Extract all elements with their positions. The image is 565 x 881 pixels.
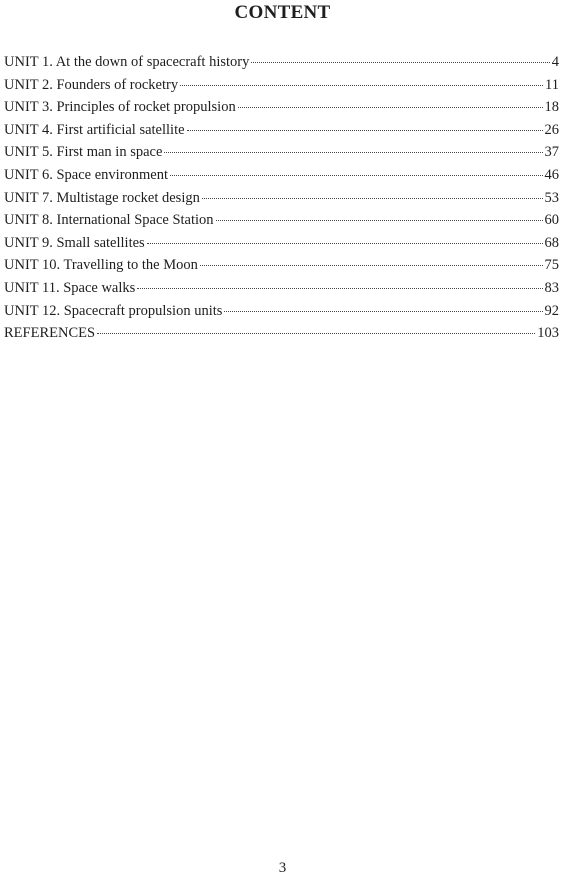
toc-entry[interactable] [4, 187, 559, 210]
toc-entry-page: 83 [544, 279, 559, 296]
toc-entry[interactable] [4, 209, 559, 232]
toc-entry[interactable] [4, 322, 559, 345]
toc-entry[interactable] [4, 96, 559, 119]
table-of-contents [4, 51, 559, 345]
dot-leader [147, 242, 543, 244]
dot-leader [200, 264, 543, 266]
toc-entry-title: UNIT 6. Space environment [4, 166, 169, 183]
dot-leader [202, 197, 543, 199]
toc-entry[interactable] [4, 254, 559, 277]
toc-entry-title: UNIT 8. International Space Station [4, 212, 214, 229]
page-title: CONTENT [234, 2, 331, 23]
toc-entry[interactable] [4, 74, 559, 97]
toc-entry[interactable] [4, 164, 559, 187]
toc-entry[interactable] [4, 51, 559, 74]
toc-entry-page: 103 [537, 325, 559, 342]
toc-entry-page: 11 [545, 76, 559, 93]
toc-entry-title: UNIT 2. Founders of rocketry [4, 76, 179, 93]
toc-entry-page: 26 [544, 121, 559, 138]
toc-entry-title: UNIT 3. Principles of rocket propulsion [4, 99, 236, 116]
toc-entry-page: 18 [544, 99, 559, 116]
toc-entry-page: 75 [544, 257, 559, 274]
dot-leader [224, 310, 542, 312]
toc-entry-title: UNIT 5. First man in space [4, 144, 163, 161]
dot-leader [170, 174, 542, 176]
toc-entry-title: UNIT 11. Space walks [4, 279, 136, 296]
dot-leader [180, 84, 543, 86]
toc-entry[interactable] [4, 119, 559, 142]
dot-leader [137, 287, 542, 289]
dot-leader [238, 106, 543, 108]
toc-entry-title: UNIT 9. Small satellites [4, 234, 145, 251]
toc-entry[interactable] [4, 277, 559, 300]
toc-entry-title: UNIT 10. Travelling to the Moon [4, 257, 198, 274]
toc-entry-page: 37 [544, 144, 559, 161]
toc-entry-page: 92 [544, 302, 559, 319]
toc-entry-page: 46 [544, 166, 559, 183]
toc-entry-page: 60 [544, 212, 559, 229]
toc-entry-title: UNIT 1. At the down of spacecraft history [4, 54, 250, 70]
toc-entry-title: UNIT 12. Spacecraft propulsion units [4, 302, 223, 319]
dot-leader [97, 332, 535, 334]
dot-leader [164, 151, 542, 153]
toc-entry[interactable] [4, 300, 559, 323]
toc-entry-page: 68 [544, 234, 559, 251]
toc-entry[interactable] [4, 141, 559, 164]
toc-entry-title: UNIT 7. Multistage rocket design [4, 189, 200, 206]
dot-leader [216, 219, 543, 221]
toc-entry-page: 4 [551, 54, 559, 70]
toc-entry[interactable] [4, 232, 559, 255]
toc-entry-page: 53 [544, 189, 559, 206]
toc-entry-title: REFERENCES [4, 325, 96, 342]
dot-leader [187, 129, 543, 131]
toc-entry-title: UNIT 4. First artificial satellite [4, 121, 185, 138]
dot-leader [251, 61, 549, 63]
page-number: 3 [278, 860, 287, 876]
